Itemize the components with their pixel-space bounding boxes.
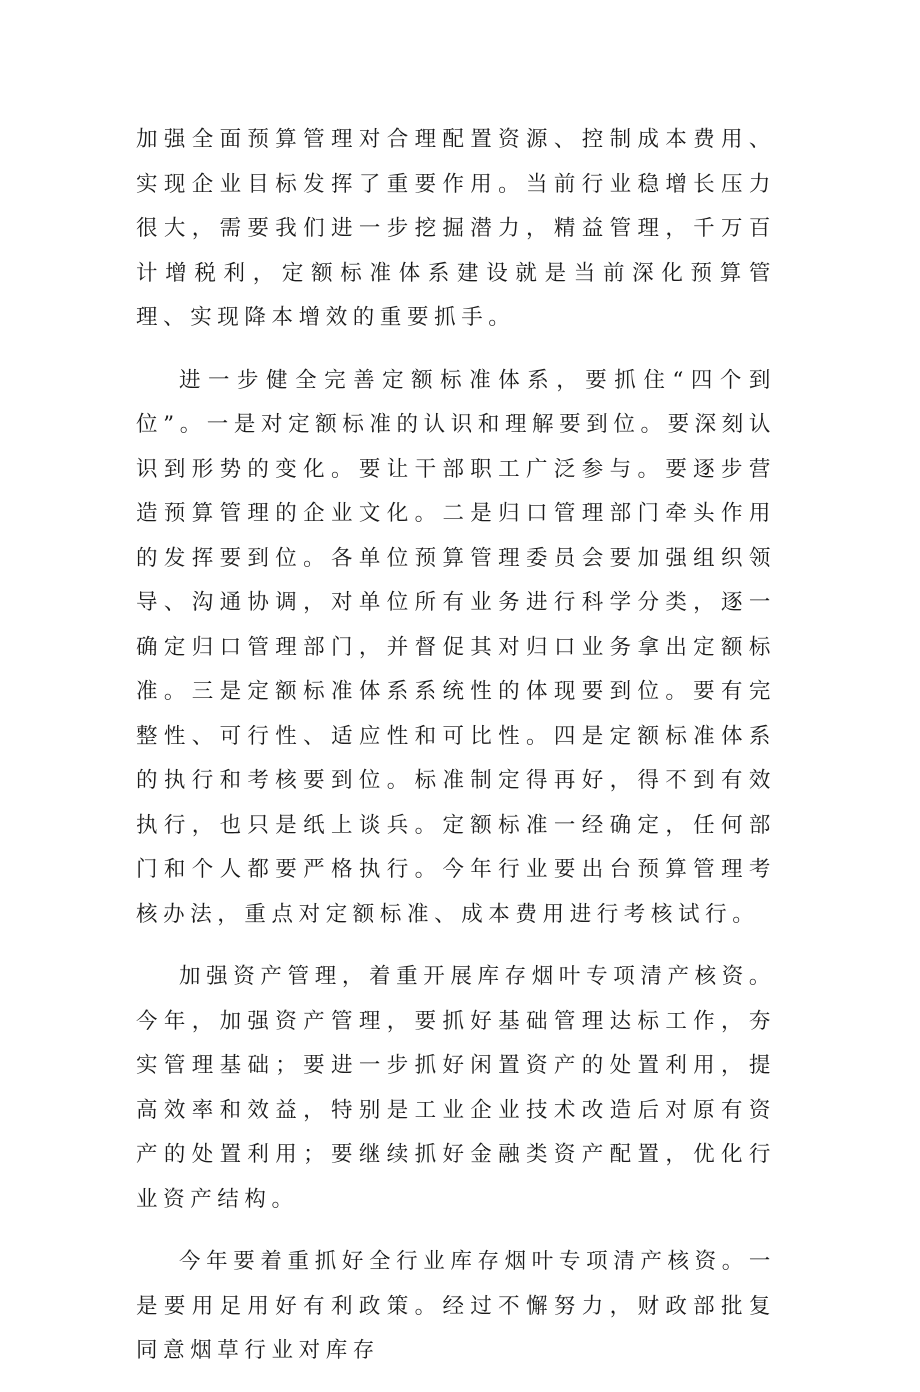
paragraph-1: 加强全面预算管理对合理配置资源、控制成本费用、实现企业目标发挥了重要作用。当前行业稳增长压力很大，需要我们进一步挖掘潜力，精益管理，千万百计增税利，定额标准体系建设就是当前深化预算管理、实现降本增效的重要抓手。 <box>136 127 776 330</box>
document-body <box>136 118 776 1392</box>
paragraph-3: 加强资产管理，着重开展库存烟叶专项清产核资。今年，加强资产管理，要抓好基础管理达标工作，夯实管理基础；要进一步抓好闲置资产的处置利用，提高效率和效益，特别是工业企业技术改造后对原有资产的处置利用；要继续抓好金融类资产配置，优化行业资产结构。 <box>136 964 776 1212</box>
paragraph-4: 今年要着重抓好全行业库存烟叶专项清产核资。一是要用足用好有利政策。经过不懈努力，财政部批复同意烟草行业对库存 <box>136 1249 776 1363</box>
paragraph-2: 进一步健全完善定额标准体系，要抓住“四个到位”。一是对定额标准的认识和理解要到位。要深刻认识到形势的变化。要让干部职工广泛参与。要逐步营造预算管理的企业文化。二是归口管理部门牵头作用的发挥要到位。各单位预算管理委员会要加强组织领导、沟通协调，对单位所有业务进行科学分类，逐一确定归口管理部门，并督促其对归口业务拿出定额标准。三是定额标准体系系统性的体现要到位。要有完整性、可行性、适应性和可比性。四是定额标准体系的执行和考核要到位。标准制定得再好，得不到有效执行，也只是纸上谈兵。定额标准一经确定，任何部门和个人都要严格执行。今年行业要出台预算管理考核办法，重点对定额标准、成本费用进行考核试行。 <box>136 367 776 927</box>
